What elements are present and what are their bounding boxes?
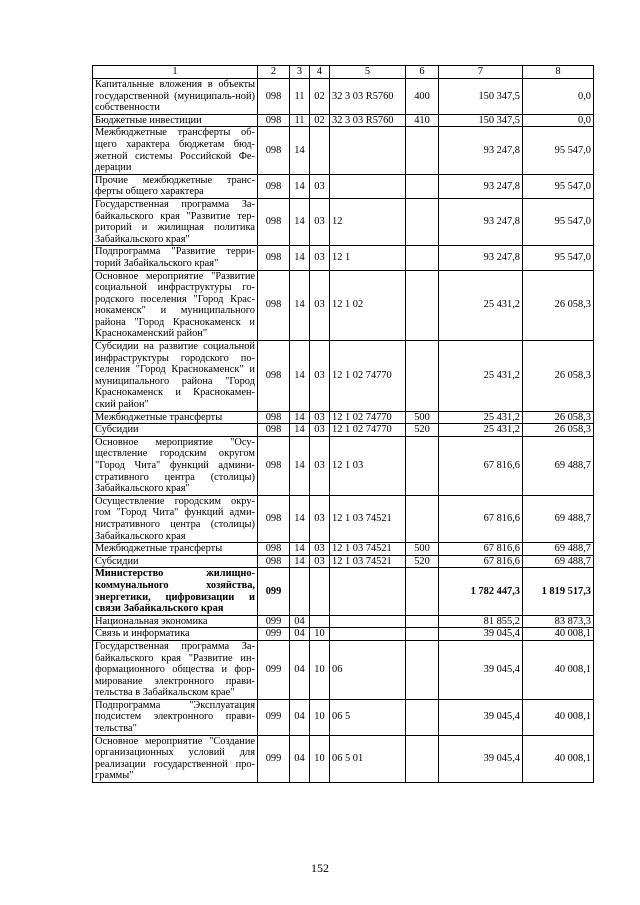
cell-department: 098 xyxy=(258,198,290,245)
cell-department: 098 xyxy=(258,270,290,341)
table-row xyxy=(93,198,594,245)
cell-target-article: 12 1 03 xyxy=(330,436,406,495)
cell-name: Бюджетные инвестиции xyxy=(93,114,258,127)
cell-name: Государственная программа За-байкальского края "Развитие ин-формационного общества и фор-мирование электронного прави-тельства в Забайкальском крае" xyxy=(93,640,258,699)
cell-amount-year-2: 40 008,1 xyxy=(523,735,594,782)
cell-amount-year-1: 81 855,2 xyxy=(439,615,523,628)
cell-department: 098 xyxy=(258,436,290,495)
cell-target-article: 12 1 02 74770 xyxy=(330,424,406,437)
cell-amount-year-1: 39 045,4 xyxy=(439,735,523,782)
cell-subsection: 10 xyxy=(310,640,330,699)
cell-subsection xyxy=(310,127,330,174)
cell-target-article: 12 1 03 74521 xyxy=(330,555,406,568)
cell-department: 099 xyxy=(258,615,290,628)
cell-department: 099 xyxy=(258,628,290,641)
cell-name: Связь и информатика xyxy=(93,628,258,641)
cell-subsection: 03 xyxy=(310,174,330,198)
cell-amount-year-1: 67 816,6 xyxy=(439,436,523,495)
table-row xyxy=(93,411,594,424)
cell-subsection: 03 xyxy=(310,246,330,270)
cell-subsection: 03 xyxy=(310,424,330,437)
cell-subsection: 03 xyxy=(310,495,330,542)
cell-amount-year-2: 95 547,0 xyxy=(523,246,594,270)
cell-amount-year-2: 95 547,0 xyxy=(523,127,594,174)
cell-name: Межбюджетные трансферты xyxy=(93,411,258,424)
cell-subsection: 03 xyxy=(310,198,330,245)
cell-section xyxy=(290,568,310,615)
cell-amount-year-1: 39 045,4 xyxy=(439,699,523,735)
cell-section: 14 xyxy=(290,495,310,542)
page-number: 152 xyxy=(311,861,329,875)
cell-amount-year-1: 67 816,6 xyxy=(439,495,523,542)
cell-expense-type xyxy=(406,436,439,495)
table-row xyxy=(93,174,594,198)
cell-section: 14 xyxy=(290,411,310,424)
cell-expense-type: 400 xyxy=(406,79,439,115)
cell-target-article: 32 3 03 R5760 xyxy=(330,79,406,115)
cell-expense-type xyxy=(406,198,439,245)
cell-section: 04 xyxy=(290,699,310,735)
cell-department: 099 xyxy=(258,568,290,615)
cell-department: 098 xyxy=(258,543,290,556)
cell-name: Национальная экономика xyxy=(93,615,258,628)
cell-amount-year-1: 150 347,5 xyxy=(439,114,523,127)
cell-amount-year-2: 0,0 xyxy=(523,79,594,115)
cell-department: 098 xyxy=(258,114,290,127)
cell-department: 098 xyxy=(258,341,290,412)
table-row xyxy=(93,555,594,568)
cell-section: 11 xyxy=(290,114,310,127)
cell-amount-year-2: 69 488,7 xyxy=(523,495,594,542)
cell-name: Государственная программа За-байкальского края "Развитие тер-риторий и жилищная политика Забайкальского края" xyxy=(93,198,258,245)
cell-target-article: 12 1 02 74770 xyxy=(330,411,406,424)
table-row xyxy=(93,127,594,174)
cell-name: Основное мероприятие "Создание организационных условий для реализации государственной про-граммы" xyxy=(93,735,258,782)
cell-name: Субсидии на развитие социальной инфраструктуры городского по-селения "Город Краснокаменск" и муниципального района "Город Краснокаменск и Краснокамен-ский район" xyxy=(93,341,258,412)
cell-section: 04 xyxy=(290,628,310,641)
cell-department: 099 xyxy=(258,640,290,699)
table-row xyxy=(93,640,594,699)
cell-amount-year-2: 83 873,3 xyxy=(523,615,594,628)
cell-target-article xyxy=(330,127,406,174)
cell-target-article xyxy=(330,628,406,641)
cell-section: 14 xyxy=(290,436,310,495)
cell-expense-type xyxy=(406,699,439,735)
cell-amount-year-2: 40 008,1 xyxy=(523,640,594,699)
cell-department: 098 xyxy=(258,495,290,542)
cell-amount-year-1: 93 247,8 xyxy=(439,198,523,245)
table-row xyxy=(93,79,594,115)
cell-section: 14 xyxy=(290,246,310,270)
cell-amount-year-2: 95 547,0 xyxy=(523,198,594,245)
cell-department: 098 xyxy=(258,246,290,270)
cell-expense-type xyxy=(406,127,439,174)
table-row xyxy=(93,543,594,556)
cell-section: 04 xyxy=(290,615,310,628)
cell-amount-year-1: 93 247,8 xyxy=(439,127,523,174)
cell-name: Капитальные вложения в объекты государственной (муниципаль-ной) собственности xyxy=(93,79,258,115)
cell-subsection: 10 xyxy=(310,699,330,735)
cell-target-article: 12 1 02 74770 xyxy=(330,341,406,412)
table-row xyxy=(93,699,594,735)
table-row xyxy=(93,735,594,782)
table-row xyxy=(93,436,594,495)
cell-expense-type xyxy=(406,270,439,341)
cell-name: Основное мероприятие "Осу-ществление городским округом "Город Чита" функций админи-стративного центра (столицы) Забайкальского края" xyxy=(93,436,258,495)
cell-amount-year-1: 67 816,6 xyxy=(439,543,523,556)
cell-amount-year-2: 95 547,0 xyxy=(523,174,594,198)
table-row xyxy=(93,270,594,341)
cell-expense-type: 500 xyxy=(406,543,439,556)
column-header: 8 xyxy=(523,66,594,79)
cell-target-article xyxy=(330,615,406,628)
cell-amount-year-1: 39 045,4 xyxy=(439,628,523,641)
cell-amount-year-1: 150 347,5 xyxy=(439,79,523,115)
cell-section: 14 xyxy=(290,198,310,245)
cell-target-article xyxy=(330,568,406,615)
cell-section: 14 xyxy=(290,543,310,556)
cell-amount-year-2: 69 488,7 xyxy=(523,436,594,495)
cell-amount-year-1: 93 247,8 xyxy=(439,246,523,270)
column-header: 4 xyxy=(310,66,330,79)
cell-amount-year-2: 26 058,3 xyxy=(523,424,594,437)
cell-department: 098 xyxy=(258,79,290,115)
cell-amount-year-2: 1 819 517,3 xyxy=(523,568,594,615)
cell-name: Субсидии xyxy=(93,555,258,568)
table-row xyxy=(93,246,594,270)
cell-target-article: 12 1 xyxy=(330,246,406,270)
cell-name: Министерство жилищно-коммунального хозяйства, энергетики, цифровизации и связи Забайкальского края xyxy=(93,568,258,615)
cell-amount-year-1: 25 431,2 xyxy=(439,424,523,437)
cell-amount-year-2: 26 058,3 xyxy=(523,341,594,412)
cell-section: 14 xyxy=(290,424,310,437)
cell-section: 14 xyxy=(290,270,310,341)
table-row xyxy=(93,568,594,615)
cell-expense-type xyxy=(406,628,439,641)
cell-subsection: 03 xyxy=(310,341,330,412)
cell-amount-year-1: 25 431,2 xyxy=(439,411,523,424)
cell-amount-year-2: 69 488,7 xyxy=(523,555,594,568)
cell-expense-type xyxy=(406,174,439,198)
cell-expense-type: 520 xyxy=(406,424,439,437)
column-header: 7 xyxy=(439,66,523,79)
cell-section: 11 xyxy=(290,79,310,115)
table-header-row xyxy=(93,66,594,79)
cell-expense-type: 500 xyxy=(406,411,439,424)
cell-department: 098 xyxy=(258,424,290,437)
cell-target-article: 32 3 03 R5760 xyxy=(330,114,406,127)
cell-department: 098 xyxy=(258,411,290,424)
cell-amount-year-2: 69 488,7 xyxy=(523,543,594,556)
cell-name: Межбюджетные трансферты об-щего характера бюджетам бюд-жетной системы Российской Фе-дерации xyxy=(93,127,258,174)
cell-amount-year-1: 39 045,4 xyxy=(439,640,523,699)
cell-name: Осуществление городским окру-гом "Город Чита" функций адми-нистративного центра (столицы) Забайкальского края xyxy=(93,495,258,542)
cell-target-article: 12 xyxy=(330,198,406,245)
cell-expense-type xyxy=(406,640,439,699)
cell-amount-year-1: 67 816,6 xyxy=(439,555,523,568)
cell-target-article: 12 1 03 74521 xyxy=(330,495,406,542)
cell-amount-year-1: 25 431,2 xyxy=(439,341,523,412)
cell-name: Субсидии xyxy=(93,424,258,437)
table-row xyxy=(93,615,594,628)
cell-expense-type: 520 xyxy=(406,555,439,568)
cell-target-article: 06 xyxy=(330,640,406,699)
column-header: 5 xyxy=(330,66,406,79)
column-header: 6 xyxy=(406,66,439,79)
table-row xyxy=(93,341,594,412)
cell-amount-year-1: 93 247,8 xyxy=(439,174,523,198)
cell-target-article: 12 1 02 xyxy=(330,270,406,341)
cell-subsection: 03 xyxy=(310,411,330,424)
cell-expense-type xyxy=(406,495,439,542)
cell-subsection: 03 xyxy=(310,543,330,556)
cell-expense-type xyxy=(406,615,439,628)
cell-name: Межбюджетные трансферты xyxy=(93,543,258,556)
table-row xyxy=(93,495,594,542)
table-body xyxy=(93,66,594,783)
cell-subsection: 03 xyxy=(310,436,330,495)
cell-expense-type xyxy=(406,246,439,270)
cell-expense-type: 410 xyxy=(406,114,439,127)
cell-section: 14 xyxy=(290,174,310,198)
cell-subsection xyxy=(310,568,330,615)
cell-name: Подпрограмма "Развитие терри-торий Забайкальского края" xyxy=(93,246,258,270)
cell-subsection: 03 xyxy=(310,555,330,568)
column-header: 3 xyxy=(290,66,310,79)
cell-amount-year-2: 26 058,3 xyxy=(523,270,594,341)
cell-subsection: 02 xyxy=(310,114,330,127)
cell-section: 04 xyxy=(290,735,310,782)
cell-subsection: 10 xyxy=(310,735,330,782)
cell-amount-year-2: 26 058,3 xyxy=(523,411,594,424)
cell-department: 098 xyxy=(258,555,290,568)
cell-section: 14 xyxy=(290,555,310,568)
cell-expense-type xyxy=(406,568,439,615)
cell-expense-type xyxy=(406,341,439,412)
cell-name: Прочие межбюджетные транс-ферты общего характера xyxy=(93,174,258,198)
budget-table xyxy=(92,65,594,783)
cell-subsection: 03 xyxy=(310,270,330,341)
cell-expense-type xyxy=(406,735,439,782)
cell-subsection: 10 xyxy=(310,628,330,641)
cell-department: 099 xyxy=(258,735,290,782)
cell-amount-year-2: 0,0 xyxy=(523,114,594,127)
column-header: 2 xyxy=(258,66,290,79)
cell-target-article: 12 1 03 74521 xyxy=(330,543,406,556)
cell-section: 14 xyxy=(290,341,310,412)
cell-subsection: 02 xyxy=(310,79,330,115)
cell-department: 098 xyxy=(258,127,290,174)
table-row xyxy=(93,628,594,641)
cell-amount-year-1: 25 431,2 xyxy=(439,270,523,341)
cell-department: 098 xyxy=(258,174,290,198)
cell-amount-year-2: 40 008,1 xyxy=(523,699,594,735)
cell-department: 099 xyxy=(258,699,290,735)
table-row xyxy=(93,424,594,437)
cell-amount-year-2: 40 008,1 xyxy=(523,628,594,641)
table-row xyxy=(93,114,594,127)
cell-amount-year-1: 1 782 447,3 xyxy=(439,568,523,615)
cell-name: Подпрограмма "Эксплуатация подсистем электронного прави-тельства" xyxy=(93,699,258,735)
cell-target-article xyxy=(330,174,406,198)
column-header: 1 xyxy=(93,66,258,79)
cell-subsection xyxy=(310,615,330,628)
cell-target-article: 06 5 01 xyxy=(330,735,406,782)
cell-name: Основное мероприятие "Развитие социальной инфраструктуры го-родского поселения "Город Крас-нокаменск" и муниципального района "Город Краснокаменск и Краснокаменский район" xyxy=(93,270,258,341)
cell-section: 14 xyxy=(290,127,310,174)
cell-target-article: 06 5 xyxy=(330,699,406,735)
cell-section: 04 xyxy=(290,640,310,699)
